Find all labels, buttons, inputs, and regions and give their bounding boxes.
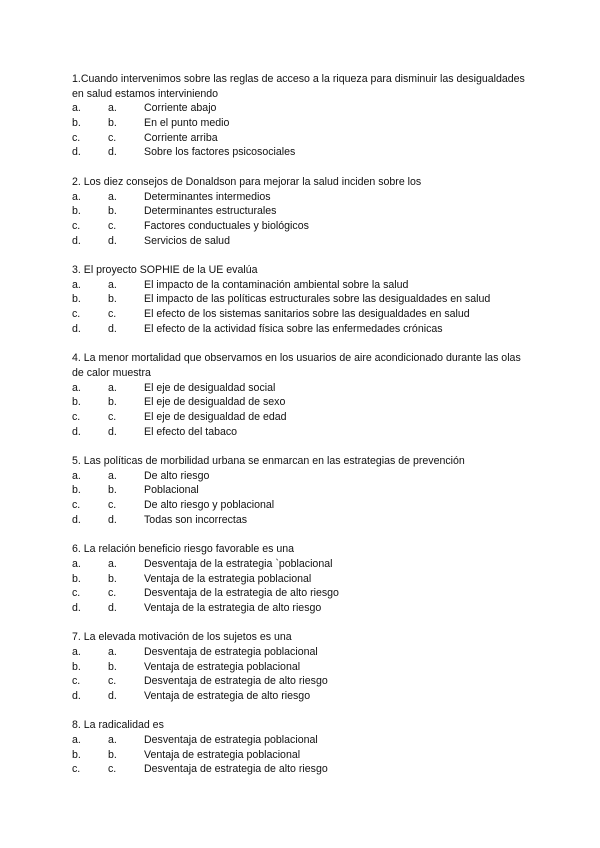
option-text: Determinantes intermedios bbox=[144, 190, 271, 203]
option-sub-letter: a. bbox=[108, 278, 117, 291]
option-text: Poblacional bbox=[144, 484, 199, 497]
option-letter: d. bbox=[72, 601, 81, 614]
option-sub-letter: b. bbox=[108, 572, 117, 585]
option-letter: d. bbox=[72, 690, 81, 703]
question-text: 1.Cuando intervenimos sobre las reglas de acceso a la riqueza para disminuir las desigualdades en salud estamos interviniendo bbox=[72, 73, 525, 100]
option-text: El eje de desigualdad social bbox=[144, 381, 276, 394]
option-text: El eje de desigualdad de edad bbox=[144, 410, 287, 423]
question-block bbox=[72, 263, 532, 336]
option-sub-letter: b. bbox=[108, 396, 117, 409]
option-text: En el punto medio bbox=[144, 117, 230, 130]
question-block bbox=[72, 454, 532, 527]
option-sub-letter: d. bbox=[108, 513, 117, 526]
option-letter: b. bbox=[72, 205, 81, 218]
answer-option bbox=[72, 381, 532, 396]
option-sub-letter: d. bbox=[108, 425, 117, 438]
option-sub-letter: d. bbox=[108, 234, 117, 247]
option-text: El impacto de la contaminación ambiental sobre la salud bbox=[144, 278, 409, 291]
question-block bbox=[72, 630, 532, 703]
option-sub-letter: b. bbox=[108, 117, 117, 130]
option-sub-letter: a. bbox=[108, 102, 117, 115]
option-sub-letter: c. bbox=[108, 308, 117, 321]
answer-option bbox=[72, 660, 532, 675]
question-text: 3. El proyecto SOPHIE de la UE evalúa bbox=[72, 263, 258, 276]
option-letter: c. bbox=[72, 587, 81, 600]
answer-option bbox=[72, 395, 532, 410]
option-sub-letter: c. bbox=[108, 410, 117, 423]
option-letter: d. bbox=[72, 234, 81, 247]
option-letter: a. bbox=[72, 102, 81, 115]
answer-option bbox=[72, 689, 532, 704]
question-block bbox=[72, 718, 532, 777]
question-text: 2. Los diez consejos de Donaldson para mejorar la salud inciden sobre los bbox=[72, 175, 422, 188]
option-text: Desventaja de estrategia de alto riesgo bbox=[144, 763, 328, 776]
question-block bbox=[72, 175, 532, 248]
question-block bbox=[72, 72, 532, 160]
option-sub-letter: a. bbox=[108, 645, 117, 658]
answer-option bbox=[72, 601, 532, 616]
option-sub-letter: c. bbox=[108, 131, 117, 144]
option-letter: a. bbox=[72, 734, 81, 747]
option-letter: c. bbox=[72, 499, 81, 512]
option-text: El eje de desigualdad de sexo bbox=[144, 396, 286, 409]
option-letter: c. bbox=[72, 308, 81, 321]
question-text: 5. Las políticas de morbilidad urbana se enmarcan en las estrategias de prevención bbox=[72, 454, 465, 467]
option-letter: a. bbox=[72, 557, 81, 570]
answer-option bbox=[72, 748, 532, 763]
answer-option bbox=[72, 204, 532, 219]
option-text: Ventaja de estrategia poblacional bbox=[144, 748, 301, 761]
question-block bbox=[72, 542, 532, 615]
option-letter: b. bbox=[72, 396, 81, 409]
question-block bbox=[72, 351, 532, 439]
option-text: Desventaja de la estrategia `poblacional bbox=[144, 557, 333, 570]
answer-option bbox=[72, 278, 532, 293]
answer-option bbox=[72, 425, 532, 440]
option-sub-letter: c. bbox=[108, 763, 117, 776]
option-letter: c. bbox=[72, 763, 81, 776]
option-text: Desventaja de estrategia de alto riesgo bbox=[144, 675, 328, 688]
option-sub-letter: c. bbox=[108, 675, 117, 688]
option-sub-letter: a. bbox=[108, 190, 117, 203]
option-text: Desventaja de la estrategia de alto riesgo bbox=[144, 587, 339, 600]
answer-option bbox=[72, 410, 532, 425]
answer-option bbox=[72, 307, 532, 322]
option-letter: b. bbox=[72, 572, 81, 585]
answer-option bbox=[72, 145, 532, 160]
answer-option bbox=[72, 674, 532, 689]
question-text: 6. La relación beneficio riesgo favorable es una bbox=[72, 543, 295, 556]
option-letter: c. bbox=[72, 675, 81, 688]
question-text: 8. La radicalidad es bbox=[72, 719, 164, 732]
option-letter: a. bbox=[72, 645, 81, 658]
option-sub-letter: b. bbox=[108, 205, 117, 218]
option-sub-letter: b. bbox=[108, 293, 117, 306]
answer-option bbox=[72, 131, 532, 146]
answer-option bbox=[72, 572, 532, 587]
option-text: De alto riesgo bbox=[144, 469, 210, 482]
option-text: Ventaja de estrategia de alto riesgo bbox=[144, 690, 311, 703]
answer-option bbox=[72, 733, 532, 748]
option-letter: c. bbox=[72, 410, 81, 423]
option-sub-letter: a. bbox=[108, 557, 117, 570]
option-text: El efecto de la actividad física sobre las enfermedades crónicas bbox=[144, 322, 443, 335]
option-sub-letter: d. bbox=[108, 601, 117, 614]
option-sub-letter: b. bbox=[108, 484, 117, 497]
answer-option bbox=[72, 234, 532, 249]
option-letter: b. bbox=[72, 293, 81, 306]
option-letter: d. bbox=[72, 513, 81, 526]
answer-option bbox=[72, 483, 532, 498]
option-letter: a. bbox=[72, 469, 81, 482]
option-letter: c. bbox=[72, 219, 81, 232]
option-text: Ventaja de la estrategia poblacional bbox=[144, 572, 312, 585]
option-letter: b. bbox=[72, 660, 81, 673]
option-sub-letter: c. bbox=[108, 587, 117, 600]
option-sub-letter: b. bbox=[108, 748, 117, 761]
answer-option bbox=[72, 219, 532, 234]
option-letter: a. bbox=[72, 190, 81, 203]
question-list bbox=[72, 72, 532, 792]
option-letter: b. bbox=[72, 484, 81, 497]
option-letter: d. bbox=[72, 322, 81, 335]
option-text: El efecto de los sistemas sanitarios sobre las desigualdades en salud bbox=[144, 308, 470, 321]
option-text: Ventaja de la estrategia de alto riesgo bbox=[144, 601, 322, 614]
option-sub-letter: d. bbox=[108, 690, 117, 703]
answer-option bbox=[72, 116, 532, 131]
answer-option bbox=[72, 498, 532, 513]
answer-option bbox=[72, 101, 532, 116]
option-letter: d. bbox=[72, 146, 81, 159]
option-text: Desventaja de estrategia poblacional bbox=[144, 645, 318, 658]
answer-option bbox=[72, 762, 532, 777]
option-letter: b. bbox=[72, 117, 81, 130]
option-text: Todas son incorrectas bbox=[144, 513, 248, 526]
answer-option bbox=[72, 513, 532, 528]
option-text: Corriente abajo bbox=[144, 102, 217, 115]
option-text: De alto riesgo y poblacional bbox=[144, 499, 275, 512]
answer-option bbox=[72, 469, 532, 484]
option-sub-letter: a. bbox=[108, 381, 117, 394]
option-text: Sobre los factores psicosociales bbox=[144, 146, 296, 159]
option-sub-letter: c. bbox=[108, 499, 117, 512]
option-sub-letter: d. bbox=[108, 146, 117, 159]
answer-option bbox=[72, 586, 532, 601]
option-sub-letter: c. bbox=[108, 219, 117, 232]
option-sub-letter: a. bbox=[108, 469, 117, 482]
option-text: Servicios de salud bbox=[144, 234, 230, 247]
option-text: Factores conductuales y biológicos bbox=[144, 219, 309, 232]
option-sub-letter: b. bbox=[108, 660, 117, 673]
answer-option bbox=[72, 557, 532, 572]
answer-option bbox=[72, 645, 532, 660]
option-letter: c. bbox=[72, 131, 81, 144]
answer-option bbox=[72, 292, 532, 307]
option-text: Ventaja de estrategia poblacional bbox=[144, 660, 301, 673]
option-text: Desventaja de estrategia poblacional bbox=[144, 734, 318, 747]
option-text: El impacto de las políticas estructurales sobre las desigualdades en salud bbox=[144, 293, 491, 306]
answer-option bbox=[72, 322, 532, 337]
option-sub-letter: a. bbox=[108, 734, 117, 747]
option-text: El efecto del tabaco bbox=[144, 425, 238, 438]
option-sub-letter: d. bbox=[108, 322, 117, 335]
option-letter: a. bbox=[72, 381, 81, 394]
answer-option bbox=[72, 190, 532, 205]
question-text: 4. La menor mortalidad que observamos en los usuarios de aire acondicionado durante las olas de calor muestra bbox=[72, 352, 521, 379]
option-letter: a. bbox=[72, 278, 81, 291]
option-letter: d. bbox=[72, 425, 81, 438]
option-text: Determinantes estructurales bbox=[144, 205, 277, 218]
option-text: Corriente arriba bbox=[144, 131, 218, 144]
question-text: 7. La elevada motivación de los sujetos es una bbox=[72, 631, 292, 644]
option-letter: b. bbox=[72, 748, 81, 761]
